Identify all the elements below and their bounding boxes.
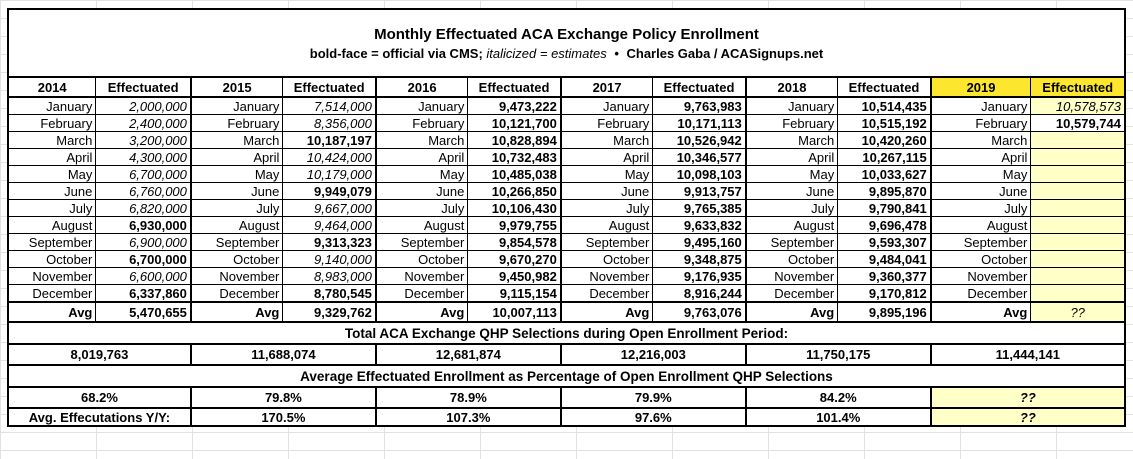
table-row	[8, 365, 1125, 387]
month-cell[interactable]: September	[8, 234, 96, 251]
month-cell[interactable]: July	[931, 200, 1031, 217]
month-cell[interactable]: May	[8, 166, 96, 183]
month-cell[interactable]: June	[8, 183, 96, 200]
avg-label-cell[interactable]: Avg	[8, 302, 96, 322]
month-cell[interactable]: May	[191, 166, 283, 183]
table-row	[8, 387, 1125, 408]
value-cell[interactable]: 6,820,000	[96, 200, 191, 217]
year-header-cell[interactable]: 2017	[561, 77, 653, 97]
table-row	[8, 408, 1125, 426]
value-cell[interactable]: 6,600,000	[96, 268, 191, 285]
value-cell[interactable]: 9,593,307	[838, 234, 931, 251]
month-cell[interactable]: November	[191, 268, 283, 285]
year-header-cell[interactable]: 2015	[191, 77, 283, 97]
avg-label-cell[interactable]: Avg	[561, 302, 653, 322]
qhp-section-title: Total ACA Exchange QHP Selections during Open Enrollment Period:	[8, 322, 1125, 344]
value-cell[interactable]: 8,983,000	[283, 268, 376, 285]
value-cell[interactable]	[1031, 285, 1125, 303]
table-row	[8, 344, 1125, 365]
enrollment-table	[7, 8, 1126, 427]
page-title: Monthly Effectuated ACA Exchange Policy Enrollment	[374, 26, 759, 43]
value-cell[interactable]: 9,464,000	[283, 217, 376, 234]
table-row	[8, 200, 1125, 217]
month-cell[interactable]: July	[376, 200, 468, 217]
value-cell[interactable]: 4,300,000	[96, 149, 191, 166]
month-cell[interactable]: April	[376, 149, 468, 166]
month-cell[interactable]: August	[191, 217, 283, 234]
effectuated-header-cell[interactable]: Effectuated	[1031, 77, 1125, 97]
value-cell[interactable]: 10,179,000	[283, 166, 376, 183]
month-cell[interactable]: January	[191, 97, 283, 115]
value-cell[interactable]: 7,514,000	[283, 97, 376, 115]
qhp-value-cell[interactable]: 11,444,141	[931, 344, 1125, 365]
month-cell[interactable]: March	[561, 132, 653, 149]
value-cell[interactable]: 9,484,041	[838, 251, 931, 268]
month-cell[interactable]: February	[561, 115, 653, 132]
month-cell[interactable]: May	[746, 166, 838, 183]
effectuated-header-cell[interactable]: Effectuated	[838, 77, 931, 97]
spreadsheet	[7, 8, 1126, 427]
month-cell[interactable]: December	[561, 285, 653, 303]
month-cell[interactable]: January	[8, 97, 96, 115]
month-cell[interactable]: July	[746, 200, 838, 217]
yy-value-cell[interactable]: 107.3%	[376, 408, 561, 426]
table-row	[8, 322, 1125, 344]
table-row	[8, 302, 1125, 322]
value-cell[interactable]: 8,916,244	[653, 285, 746, 303]
value-cell[interactable]: 10,171,113	[653, 115, 746, 132]
pct-value-cell[interactable]: 79.8%	[191, 387, 376, 408]
value-cell[interactable]: 9,495,160	[653, 234, 746, 251]
month-cell[interactable]: April	[191, 149, 283, 166]
effectuated-header-cell[interactable]: Effectuated	[653, 77, 746, 97]
value-cell[interactable]: 10,579,744	[1031, 115, 1125, 132]
value-cell[interactable]: 10,515,192	[838, 115, 931, 132]
value-cell[interactable]	[1031, 132, 1125, 149]
table-row	[8, 77, 1125, 97]
value-cell[interactable]: 6,700,000	[96, 166, 191, 183]
value-cell[interactable]: 10,420,260	[838, 132, 931, 149]
month-cell[interactable]: December	[376, 285, 468, 303]
subtitle	[12, 45, 1121, 63]
month-cell[interactable]: March	[376, 132, 468, 149]
value-cell[interactable]: 10,514,435	[838, 97, 931, 115]
month-cell[interactable]: February	[8, 115, 96, 132]
value-cell[interactable]: 10,526,942	[653, 132, 746, 149]
value-cell[interactable]: 10,346,577	[653, 149, 746, 166]
value-cell[interactable]: 10,485,038	[468, 166, 561, 183]
table-row	[8, 217, 1125, 234]
value-cell[interactable]	[1031, 166, 1125, 183]
qhp-value-cell[interactable]: 11,688,074	[191, 344, 376, 365]
table-row	[8, 115, 1125, 132]
value-cell[interactable]: 10,187,197	[283, 132, 376, 149]
value-cell[interactable]: 6,930,000	[96, 217, 191, 234]
yy-value-cell[interactable]: 101.4%	[746, 408, 931, 426]
month-cell[interactable]: September	[561, 234, 653, 251]
value-cell[interactable]: 9,696,478	[838, 217, 931, 234]
month-cell[interactable]: August	[376, 217, 468, 234]
month-cell[interactable]: May	[376, 166, 468, 183]
month-cell[interactable]: July	[8, 200, 96, 217]
month-cell[interactable]: January	[931, 97, 1031, 115]
table-row	[8, 132, 1125, 149]
value-cell[interactable]	[1031, 234, 1125, 251]
value-cell[interactable]: 9,854,578	[468, 234, 561, 251]
table-row	[8, 285, 1125, 303]
month-cell[interactable]: September	[931, 234, 1031, 251]
month-cell[interactable]: October	[561, 251, 653, 268]
pct-value-cell[interactable]: 79.9%	[561, 387, 746, 408]
table-row	[8, 234, 1125, 251]
month-cell[interactable]: October	[931, 251, 1031, 268]
value-cell[interactable]: 10,106,430	[468, 200, 561, 217]
month-cell[interactable]: August	[8, 217, 96, 234]
value-cell[interactable]: 9,763,983	[653, 97, 746, 115]
table-row	[8, 149, 1125, 166]
value-cell[interactable]	[1031, 200, 1125, 217]
table-row	[8, 97, 1125, 115]
year-header-cell[interactable]: 2019	[931, 77, 1031, 97]
value-cell[interactable]: 6,337,860	[96, 285, 191, 303]
value-cell[interactable]: 9,170,812	[838, 285, 931, 303]
value-cell[interactable]: 9,765,385	[653, 200, 746, 217]
month-cell[interactable]: February	[376, 115, 468, 132]
month-cell[interactable]: November	[931, 268, 1031, 285]
value-cell[interactable]	[1031, 149, 1125, 166]
value-cell[interactable]: 9,670,270	[468, 251, 561, 268]
month-cell[interactable]: December	[746, 285, 838, 303]
month-cell[interactable]: November	[8, 268, 96, 285]
year-header-cell[interactable]: 2014	[8, 77, 96, 97]
month-cell[interactable]: June	[561, 183, 653, 200]
month-cell[interactable]: July	[561, 200, 653, 217]
value-cell[interactable]: 9,633,832	[653, 217, 746, 234]
yy-value-cell[interactable]: 97.6%	[561, 408, 746, 426]
avg-label-cell[interactable]: Avg	[376, 302, 468, 322]
pct-value-cell[interactable]: 68.2%	[8, 387, 191, 408]
pct-value-cell[interactable]: 84.2%	[746, 387, 931, 408]
value-cell[interactable]: 9,348,875	[653, 251, 746, 268]
month-cell[interactable]: April	[746, 149, 838, 166]
value-cell[interactable]: 10,267,115	[838, 149, 931, 166]
table-row	[8, 183, 1125, 200]
month-cell[interactable]: May	[931, 166, 1031, 183]
value-cell[interactable]: 6,900,000	[96, 234, 191, 251]
qhp-value-cell[interactable]: 8,019,763	[8, 344, 191, 365]
enrollment-grid-body	[8, 9, 1125, 426]
month-cell[interactable]: October	[746, 251, 838, 268]
month-cell[interactable]: August	[561, 217, 653, 234]
month-cell[interactable]: January	[746, 97, 838, 115]
month-cell[interactable]: June	[931, 183, 1031, 200]
year-header-cell[interactable]: 2016	[376, 77, 468, 97]
table-title-cell	[8, 9, 1125, 77]
value-cell[interactable]: 6,700,000	[96, 251, 191, 268]
pct-value-cell[interactable]: 78.9%	[376, 387, 561, 408]
value-cell[interactable]: 9,949,079	[283, 183, 376, 200]
month-cell[interactable]: May	[561, 166, 653, 183]
month-cell[interactable]: April	[931, 149, 1031, 166]
value-cell[interactable]: 9,176,935	[653, 268, 746, 285]
qhp-value-cell[interactable]: 12,216,003	[561, 344, 746, 365]
month-cell[interactable]: March	[191, 132, 283, 149]
effectuated-header-cell[interactable]: Effectuated	[283, 77, 376, 97]
month-cell[interactable]: August	[746, 217, 838, 234]
pct-section-title: Average Effectuated Enrollment as Percentage of Open Enrollment QHP Selections	[8, 365, 1125, 387]
subtitle-credit: Charles Gaba / ACASignups.net	[622, 46, 824, 61]
subtitle-italic-legend: italicized = estimates	[482, 46, 611, 61]
month-cell[interactable]: June	[376, 183, 468, 200]
month-cell[interactable]: October	[376, 251, 468, 268]
table-row	[8, 268, 1125, 285]
month-cell[interactable]: February	[191, 115, 283, 132]
avg-label-cell[interactable]: Avg	[746, 302, 838, 322]
month-cell[interactable]: December	[931, 285, 1031, 303]
value-cell[interactable]: 10,828,894	[468, 132, 561, 149]
table-row	[8, 166, 1125, 183]
subtitle-bullet: •	[614, 46, 619, 61]
value-cell[interactable]: 8,780,545	[283, 285, 376, 303]
yy-label-cell[interactable]: Avg. Effecutations Y/Y:	[8, 408, 191, 426]
value-cell[interactable]	[1031, 251, 1125, 268]
effectuated-header-cell[interactable]: Effectuated	[468, 77, 561, 97]
month-cell[interactable]: June	[191, 183, 283, 200]
qhp-value-cell[interactable]: 12,681,874	[376, 344, 561, 365]
month-cell[interactable]: November	[376, 268, 468, 285]
value-cell[interactable]: 9,979,755	[468, 217, 561, 234]
month-cell[interactable]: October	[191, 251, 283, 268]
value-cell[interactable]: 10,732,483	[468, 149, 561, 166]
value-cell[interactable]: 3,200,000	[96, 132, 191, 149]
month-cell[interactable]: November	[561, 268, 653, 285]
qhp-value-cell[interactable]: 11,750,175	[746, 344, 931, 365]
month-cell[interactable]: April	[8, 149, 96, 166]
table-row	[8, 251, 1125, 268]
value-cell[interactable]: 10,098,103	[653, 166, 746, 183]
value-cell[interactable]: 10,121,700	[468, 115, 561, 132]
year-header-cell[interactable]: 2018	[746, 77, 838, 97]
effectuated-header-cell[interactable]: Effectuated	[96, 77, 191, 97]
month-cell[interactable]: July	[191, 200, 283, 217]
value-cell[interactable]: 9,360,377	[838, 268, 931, 285]
value-cell[interactable]: 9,115,154	[468, 285, 561, 303]
avg-value-cell[interactable]: 9,329,762	[283, 302, 376, 322]
yy-value-cell[interactable]: 170.5%	[191, 408, 376, 426]
avg-label-cell[interactable]: Avg	[191, 302, 283, 322]
subtitle-bold-legend: bold-face = official via CMS;	[309, 46, 483, 61]
avg-value-cell[interactable]: 9,763,076	[653, 302, 746, 322]
value-cell[interactable]: 9,450,982	[468, 268, 561, 285]
value-cell[interactable]: 2,400,000	[96, 115, 191, 132]
month-cell[interactable]: March	[746, 132, 838, 149]
value-cell[interactable]: 10,578,573	[1031, 97, 1125, 115]
month-cell[interactable]: January	[561, 97, 653, 115]
value-cell[interactable]: 10,033,627	[838, 166, 931, 183]
avg-value-cell[interactable]: 5,470,655	[96, 302, 191, 322]
value-cell[interactable]: 10,266,850	[468, 183, 561, 200]
month-cell[interactable]: March	[8, 132, 96, 149]
yy-value-cell[interactable]: ??	[931, 408, 1125, 426]
avg-value-cell[interactable]: 10,007,113	[468, 302, 561, 322]
month-cell[interactable]: April	[561, 149, 653, 166]
month-cell[interactable]: September	[746, 234, 838, 251]
value-cell[interactable]: 8,356,000	[283, 115, 376, 132]
value-cell[interactable]: 9,895,870	[838, 183, 931, 200]
avg-value-cell[interactable]: ??	[1031, 302, 1125, 322]
month-cell[interactable]: March	[931, 132, 1031, 149]
month-cell[interactable]: June	[746, 183, 838, 200]
value-cell[interactable]	[1031, 268, 1125, 285]
value-cell[interactable]: 9,913,757	[653, 183, 746, 200]
value-cell[interactable]: 2,000,000	[96, 97, 191, 115]
value-cell[interactable]: 9,790,841	[838, 200, 931, 217]
month-cell[interactable]: November	[746, 268, 838, 285]
value-cell[interactable]: 9,140,000	[283, 251, 376, 268]
avg-label-cell[interactable]: Avg	[931, 302, 1031, 322]
value-cell[interactable]: 6,760,000	[96, 183, 191, 200]
value-cell[interactable]: 10,424,000	[283, 149, 376, 166]
value-cell[interactable]: 9,667,000	[283, 200, 376, 217]
month-cell[interactable]: September	[191, 234, 283, 251]
month-cell[interactable]: January	[376, 97, 468, 115]
value-cell[interactable]: 9,313,323	[283, 234, 376, 251]
month-cell[interactable]: October	[8, 251, 96, 268]
value-cell[interactable]	[1031, 217, 1125, 234]
avg-value-cell[interactable]: 9,895,196	[838, 302, 931, 322]
value-cell[interactable]: 9,473,222	[468, 97, 561, 115]
month-cell[interactable]: September	[376, 234, 468, 251]
month-cell[interactable]: February	[746, 115, 838, 132]
month-cell[interactable]: December	[191, 285, 283, 303]
value-cell[interactable]	[1031, 183, 1125, 200]
month-cell[interactable]: December	[8, 285, 96, 303]
pct-value-cell[interactable]: ??	[931, 387, 1125, 408]
month-cell[interactable]: August	[931, 217, 1031, 234]
month-cell[interactable]: February	[931, 115, 1031, 132]
